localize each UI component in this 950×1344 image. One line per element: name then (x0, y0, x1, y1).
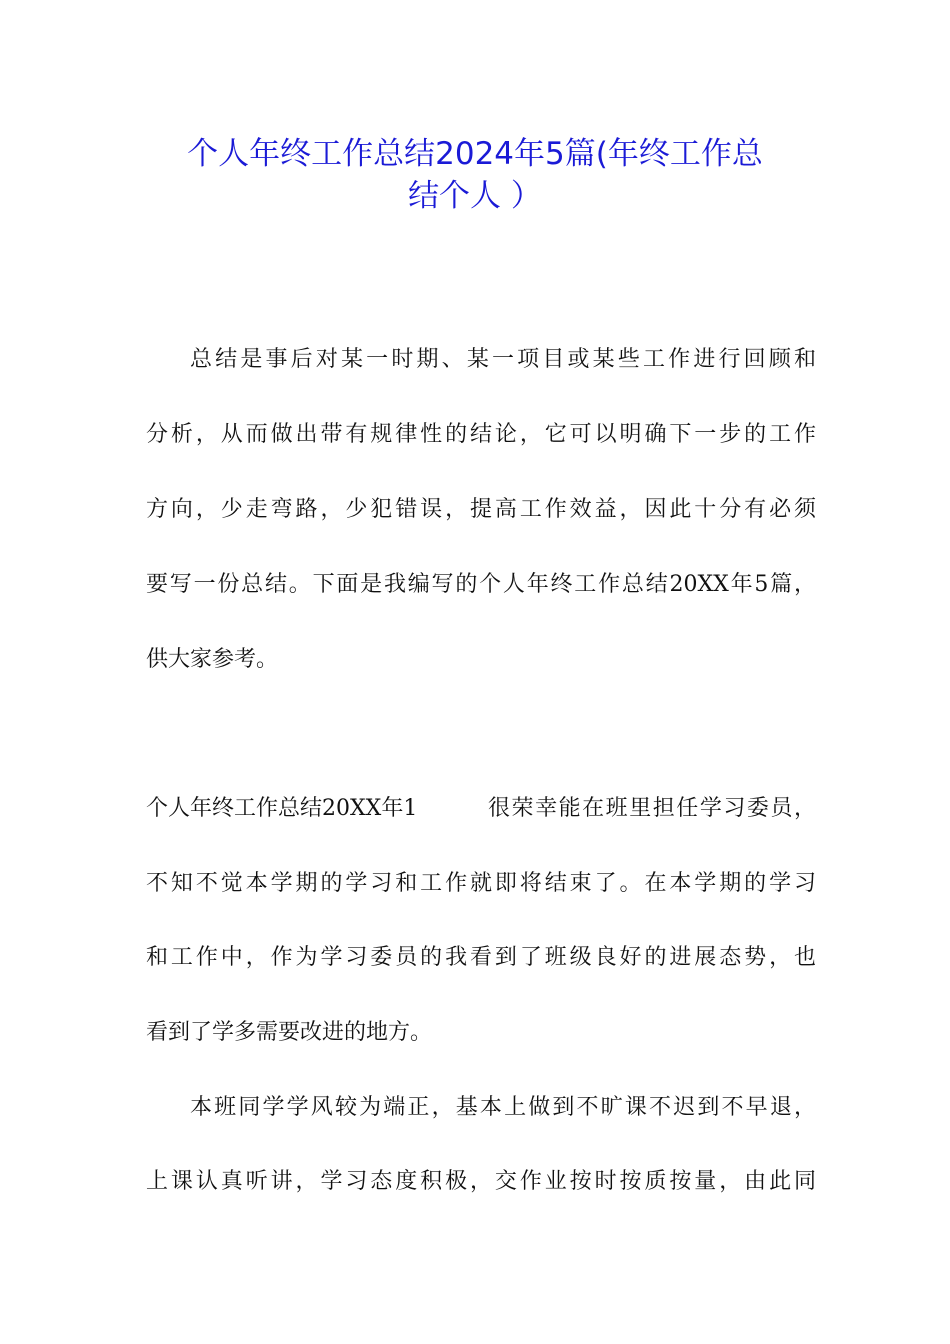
section-1-first-line: 很荣幸能在班里担任学习委员， (488, 796, 816, 821)
section-1-heading: 个人年终工作总结20XX年1 (146, 796, 418, 821)
document-title-line-1: 个人年终工作总结2024年5篇(年终工作总 (187, 136, 763, 172)
section-1-line-4: 看到了学多需要改进的地方。 (146, 1020, 433, 1045)
section-2-line-2: 上课认真听讲，学习态度积极，交作业按时按质按量，由此同 (146, 1169, 816, 1194)
section-1-line-2: 不知不觉本学期的学习和工作就即将结束了。在本学期的学习 (146, 871, 816, 896)
intro-line-1: 总结是事后对某一时期、某一项目或某些工作进行回顾和 (190, 347, 816, 372)
section-1-line-3: 和工作中，作为学习委员的我看到了班级良好的进展态势，也 (146, 945, 816, 970)
intro-line-2: 分析，从而做出带有规律性的结论，它可以明确下一步的工作 (146, 422, 816, 447)
intro-line-5: 供大家参考。 (146, 647, 279, 672)
intro-line-4: 要写一份总结。下面是我编写的个人年终工作总结20XX年5篇， (146, 572, 816, 597)
document-title-line-2: 结个人 ） (408, 178, 542, 214)
section-2-line-1: 本班同学学风较为端正，基本上做到不旷课不迟到不早退， (190, 1095, 816, 1120)
intro-line-3: 方向，少走弯路，少犯错误，提高工作效益，因此十分有必须 (146, 497, 816, 522)
